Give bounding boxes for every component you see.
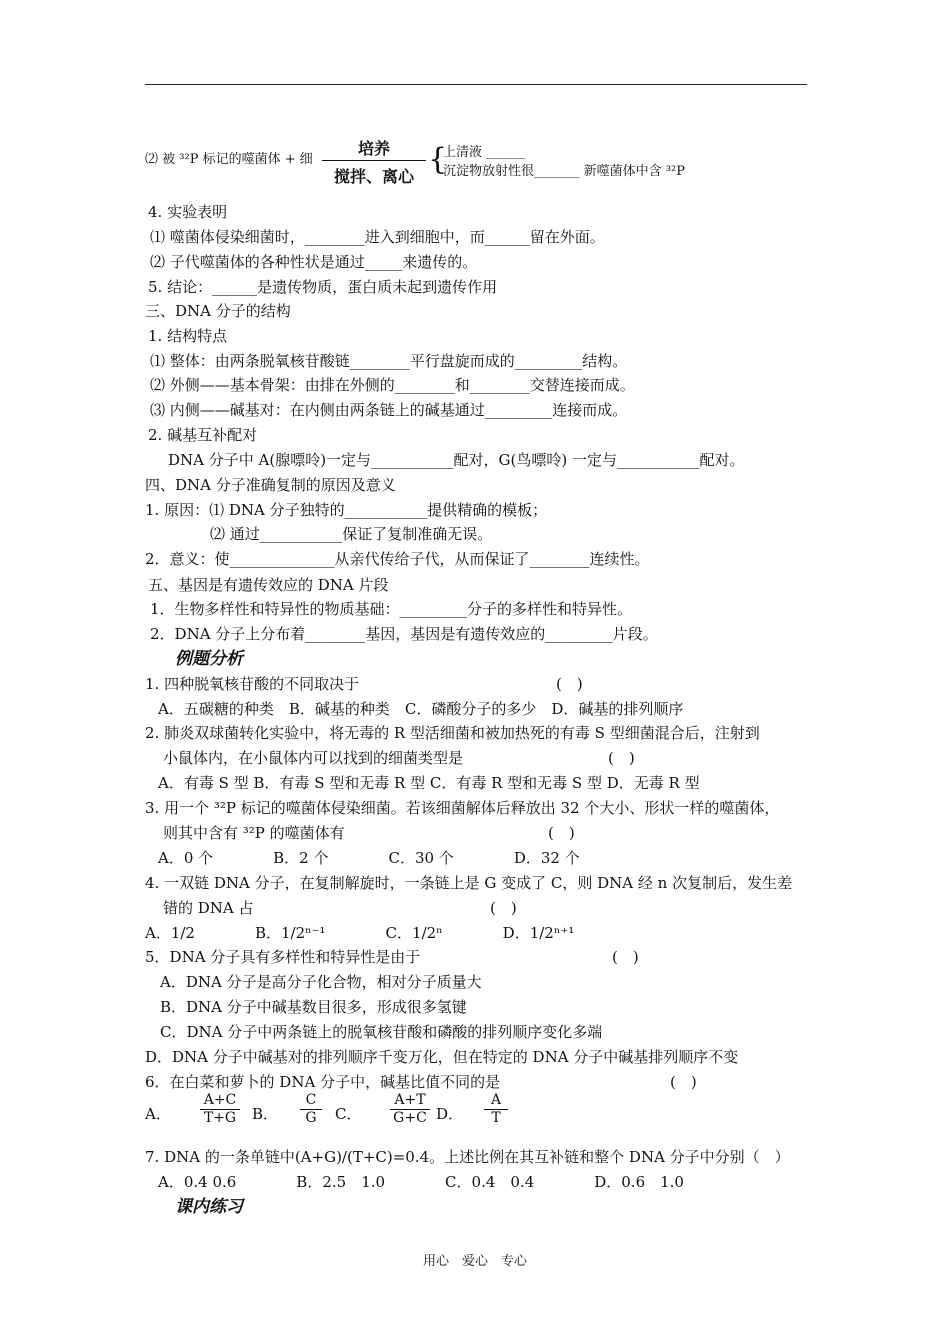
reaction-arrow <box>322 134 426 186</box>
fraction-denominator: T <box>484 1109 508 1127</box>
text-line: 1．生物多样性和特异性的物质基础：_________分子的多样性和特异性。 <box>150 600 633 618</box>
section-heading: 四、DNA 分子准确复制的原因及意义 <box>145 476 396 494</box>
option-6a-fraction <box>200 1092 240 1127</box>
section-heading: 三、DNA 分子的结构 <box>145 302 291 320</box>
heading-practice: 课内练习 <box>175 1197 243 1217</box>
text-line: ⑶ 内侧——碱基对：在内侧由两条链上的碱基通过_________连接而成。 <box>150 401 628 419</box>
text-line: 2．DNA 分子上分布着________基因，基因是有遗传效应的_________片段。 <box>150 625 658 643</box>
options-q7: A．0.4 0.6 B．2.5 1.0 C．0.4 0.4 D．0.6 1.0 <box>158 1173 684 1191</box>
arrow-top-label: 培养 <box>357 139 390 158</box>
text-line: 5. 结论：______是遗传物质，蛋白质未起到遗传作用 <box>148 278 498 296</box>
question-1: 1. 四种脱氧核苷酸的不同取决于 <box>145 675 360 693</box>
fraction-numerator: A <box>490 1092 502 1108</box>
question-3-cont: 则其中含有 ³²P 的噬菌体有 <box>163 824 345 842</box>
question-2-cont: 小鼠体内，在小鼠体内可以找到的细菌类型是 <box>163 749 464 767</box>
fraction-numerator: A+T <box>394 1092 426 1108</box>
fraction-denominator: G+C <box>390 1109 430 1127</box>
text-line: 2．意义：使______________从亲代传给子代，从而保证了________连续性。 <box>145 550 650 568</box>
text-line: ⑴ 整体：由两条脱氧核苷酸链________平行盘旋而成的_________结构。 <box>150 352 628 370</box>
question-2: 2. 肺炎双球菌转化实验中，将无毒的 R 型活细菌和被加热死的有毒 S 型细菌混合后，注射到 <box>145 724 760 742</box>
exp-left-text: ⑵ 被 ³²P 标记的噬菌体 + 细 <box>145 152 313 167</box>
answer-paren: ( ) <box>548 824 575 842</box>
option-5d: D．DNA 分子中碱基对的排列顺序千变万化，但在特定的 DNA 分子中碱基排列顺序不变 <box>145 1048 739 1066</box>
option-6d-label: D． <box>436 1105 464 1123</box>
text-line: ⑴ 噬菌体侵染细菌时，________进入到细胞中，而______留在外面。 <box>150 228 605 246</box>
answer-paren: ( ) <box>490 899 517 917</box>
text-line: DNA 分子中 A(腺嘌呤)一定与___________配对，G(鸟嘌呤) 一定与___________配对。 <box>168 451 745 469</box>
answer-paren: ( ) <box>670 1073 697 1091</box>
arrow-line <box>322 160 426 161</box>
question-3: 3. 用一个 ³²P 标记的噬菌体侵染细菌。若该细菌解体后释放出 32 个大小、形状一样的噬菌体， <box>145 799 780 817</box>
page-footer: 用心 爱心 专心 <box>422 1254 527 1269</box>
fraction-numerator: C <box>305 1092 317 1108</box>
branch-sediment: 沉淀物放射性很_______ 新噬菌体中含 ³²P <box>443 164 685 179</box>
option-6b-fraction <box>300 1092 322 1127</box>
section-heading: 五、基因是有遗传效应的 DNA 片段 <box>148 576 389 594</box>
text-line: 1. 原因：⑴ DNA 分子独特的___________提供精确的模板； <box>145 501 548 519</box>
question-4-cont: 错的 DNA 占 <box>163 899 254 917</box>
answer-paren: ( ) <box>612 948 639 966</box>
fraction-numerator: A+C <box>203 1092 237 1108</box>
options-q2: A．有毒 S 型 B．有毒 S 型和无毒 R 型 C．有毒 R 型和无毒 S 型 D．无毒 R 型 <box>158 774 700 792</box>
option-5c: C．DNA 分子中两条链上的脱氧核苷酸和磷酸的排列顺序变化多端 <box>160 1023 603 1041</box>
option-6d-fraction <box>484 1092 508 1127</box>
header-rule <box>145 84 807 85</box>
option-6a-label: A． <box>145 1105 171 1123</box>
answer-paren: ( ) <box>556 675 583 693</box>
text-line: ⑵ 子代噬菌体的各种性状是通过_____来遗传的。 <box>150 253 478 271</box>
branch-supernatant: 上清液 ______ <box>443 145 526 160</box>
heading-example: 例题分析 <box>175 649 243 669</box>
option-6c-label: C． <box>335 1105 362 1123</box>
text-line: 2. 碱基互补配对 <box>148 426 258 444</box>
question-5: 5．DNA 分子具有多样性和特异性是由于 <box>145 948 421 966</box>
question-6: 6．在白菜和萝卜的 DNA 分子中，碱基比值不同的是 <box>145 1073 501 1091</box>
options-q4: A．1/2 B．1/2ⁿ⁻¹ C．1/2ⁿ D．1/2ⁿ⁺¹ <box>145 924 575 942</box>
option-6b-label: B． <box>252 1105 279 1123</box>
fraction-denominator: T+G <box>200 1109 240 1127</box>
question-7: 7. DNA 的一条单链中(A+G)/(T+C)=0.4。上述比例在其互补链和整个 DNA 分子中分别（ ） <box>145 1148 790 1166</box>
options-q1: A．五碳糖的种类 B．碱基的种类 C．磷酸分子的多少 D．碱基的排列顺序 <box>158 700 684 718</box>
answer-paren: ( ) <box>608 749 635 767</box>
options-q3: A．0 个 B．2 个 C．30 个 D．32 个 <box>158 849 580 867</box>
option-6c-fraction <box>390 1092 430 1127</box>
option-5b: B．DNA 分子中碱基数目很多，形成很多氢键 <box>160 998 467 1016</box>
arrow-bottom-label: 搅拌、离心 <box>333 167 414 186</box>
text-line: 4. 实验表明 <box>148 203 228 221</box>
option-5a: A．DNA 分子是高分子化合物，相对分子质量大 <box>160 973 482 991</box>
text-line: ⑵ 通过___________保证了复制准确无误。 <box>210 525 493 543</box>
fraction-denominator: G <box>300 1109 322 1127</box>
text-line: ⑵ 外侧——基本骨架：由排在外侧的________和________交替连接而成。 <box>150 376 635 394</box>
text-line: 1. 结构特点 <box>148 327 228 345</box>
brace-icon: { <box>428 142 448 177</box>
question-4: 4. 一双链 DNA 分子，在复制解旋时，一条链上是 G 变成了 C，则 DNA 经 n 次复制后，发生差 <box>145 874 793 892</box>
